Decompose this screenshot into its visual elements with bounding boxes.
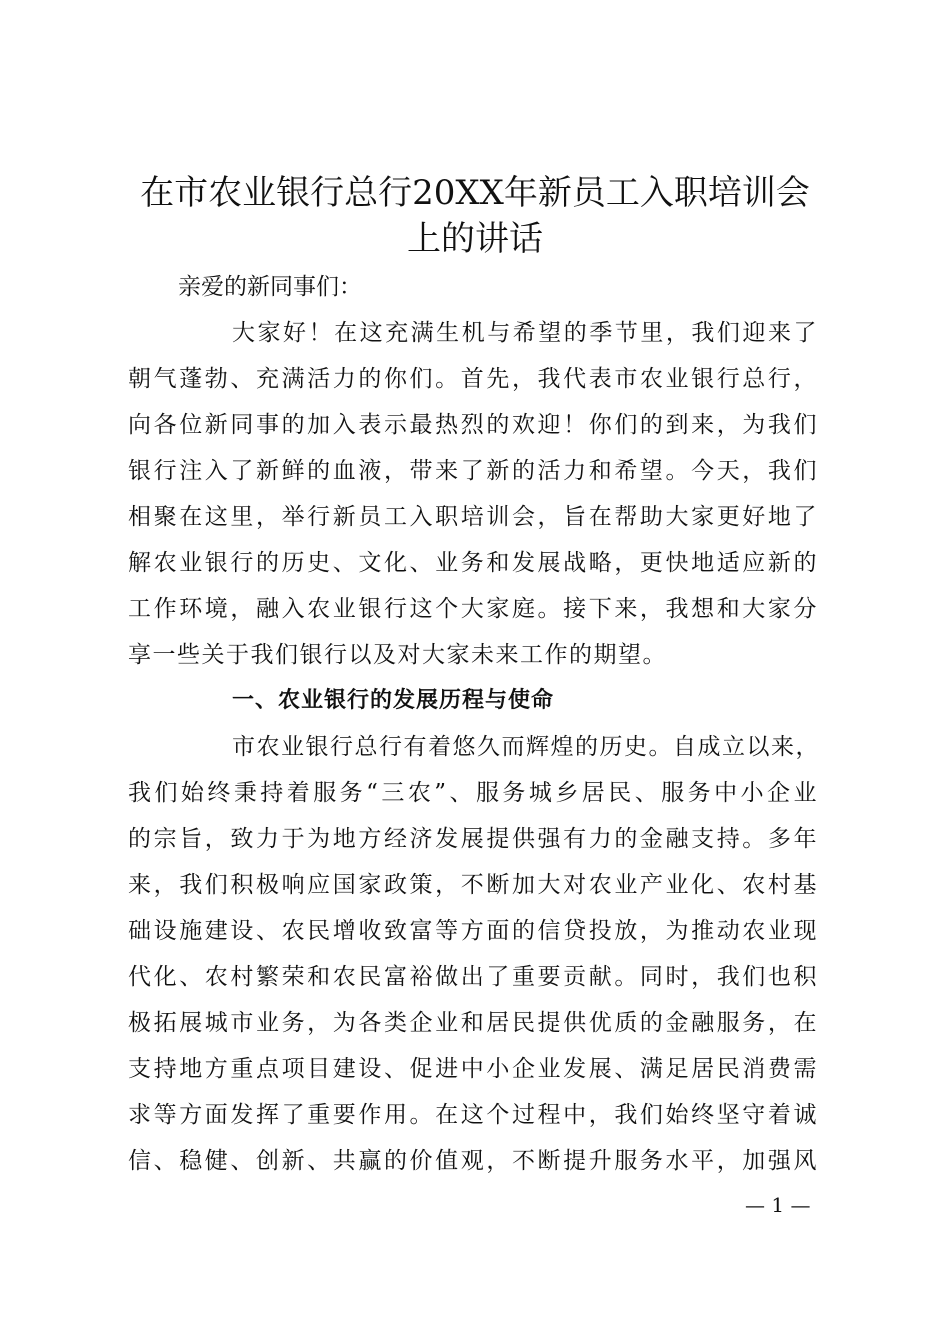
document-title bbox=[112, 170, 838, 262]
section-1-heading: 一、农业银行的发展历程与使命 bbox=[232, 688, 555, 713]
title-line-2: 上的讲话 bbox=[407, 219, 543, 259]
paragraph-1-line-4: 银行注入了新鲜的血液，带来了新的活力和希望。今天，我们 bbox=[128, 458, 818, 484]
paragraph-1-line-8: 享一些关于我们银行以及对大家未来工作的期望。 bbox=[128, 642, 667, 668]
paragraph-2-line-2: 我们始终秉持着服务“三农”、服务城乡居民、服务中小企业 bbox=[128, 780, 818, 806]
paragraph-2-line-4: 来，我们积极响应国家政策，不断加大对农业产业化、农村基 bbox=[128, 872, 818, 898]
paragraph-2-line-3: 的宗旨，致力于为地方经济发展提供强有力的金融支持。多年 bbox=[128, 826, 818, 852]
paragraph-1-line-2: 朝气蓬勃、充满活力的你们。首先，我代表市农业银行总行， bbox=[128, 366, 818, 392]
paragraph-1-line-5: 相聚在这里，举行新员工入职培训会，旨在帮助大家更好地了 bbox=[128, 504, 818, 530]
paragraph-2-line-6: 代化、农村繁荣和农民富裕做出了重要贡献。同时，我们也积 bbox=[128, 964, 818, 990]
paragraph-1-line-3: 向各位新同事的加入表示最热烈的欢迎！你们的到来，为我们 bbox=[128, 412, 818, 438]
paragraph-2-line-1: 市农业银行总行有着悠久而辉煌的历史。自成立以来， bbox=[232, 734, 820, 760]
paragraph-1-line-6: 解农业银行的历史、文化、业务和发展战略，更快地适应新的 bbox=[128, 550, 818, 576]
paragraph-2-line-9: 求等方面发挥了重要作用。在这个过程中，我们始终坚守着诚 bbox=[128, 1102, 818, 1128]
paragraph-1-line-1: 大家好！在这充满生机与希望的季节里，我们迎来了 bbox=[232, 320, 818, 346]
salutation: 亲爱的新同事们： bbox=[178, 274, 362, 300]
page-number: — 1 — bbox=[745, 1193, 811, 1217]
paragraph-2-line-8: 支持地方重点项目建设、促进中小企业发展、满足居民消费需 bbox=[128, 1056, 818, 1082]
paragraph-2-line-10: 信、稳健、创新、共赢的价值观，不断提升服务水平，加强风 bbox=[128, 1148, 818, 1174]
paragraph-2-line-5: 础设施建设、农民增收致富等方面的信贷投放，为推动农业现 bbox=[128, 918, 818, 944]
paragraph-2-line-7: 极拓展城市业务，为各类企业和居民提供优质的金融服务，在 bbox=[128, 1010, 818, 1036]
paragraph-1-line-7: 工作环境，融入农业银行这个大家庭。接下来，我想和大家分 bbox=[128, 596, 818, 622]
title-line-1: 在市农业银行总行20XX年新员工入职培训会 bbox=[140, 173, 810, 213]
